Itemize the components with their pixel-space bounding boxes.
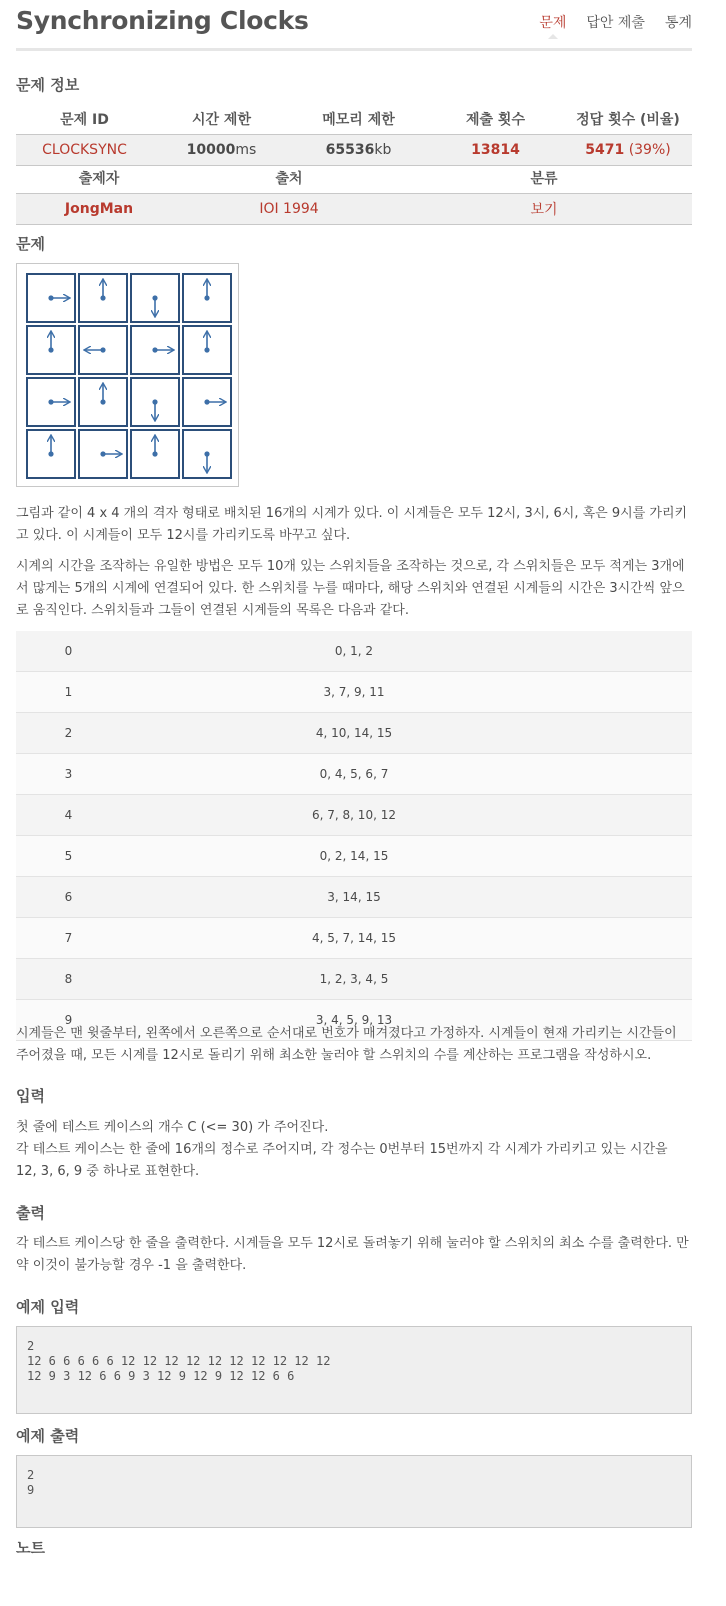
switch-id: 9 (16, 1000, 121, 1041)
switch-clocks: 0, 2, 14, 15 (121, 836, 692, 877)
clock-center-dot (152, 399, 157, 404)
info-table-1 (16, 104, 692, 166)
clock-center-dot (48, 347, 53, 352)
info-heading: 문제 정보 (16, 76, 80, 94)
clock-cell (131, 430, 179, 478)
clock-cell (183, 274, 231, 322)
col-memory-limit: 메모리 제한 (290, 104, 427, 135)
switch-id: 5 (16, 836, 121, 877)
clock-cell (27, 274, 75, 322)
clock-center-dot (204, 399, 209, 404)
switch-id: 8 (16, 959, 121, 1000)
switch-row (16, 713, 692, 754)
clock-center-dot (100, 295, 105, 300)
page-title: Synchronizing Clocks (16, 6, 309, 35)
clock-cell (27, 430, 75, 478)
switch-row (16, 631, 692, 672)
sample-input-box[interactable]: 2 12 6 6 6 6 6 12 12 12 12 12 12 12 12 12 12 12 9 3 12 6 6 9 3 12 9 12 9 12 12 6 6 (16, 1326, 692, 1414)
clock-center-dot (48, 295, 53, 300)
col-source: 출처 (182, 163, 396, 194)
switch-clocks: 4, 5, 7, 14, 15 (121, 918, 692, 959)
switch-clocks: 4, 10, 14, 15 (121, 713, 692, 754)
switch-id: 3 (16, 754, 121, 795)
switch-clocks: 3, 14, 15 (121, 877, 692, 918)
switch-id: 2 (16, 713, 121, 754)
clock-cell (183, 430, 231, 478)
clock-center-dot (152, 295, 157, 300)
source-value: IOI 1994 (182, 194, 396, 225)
clock-center-dot (48, 451, 53, 456)
clock-cell (131, 326, 179, 374)
time-limit-value: 10000ms (153, 135, 290, 166)
clock-center-dot (48, 399, 53, 404)
clock-center-dot (204, 347, 209, 352)
switch-id: 0 (16, 631, 121, 672)
output-heading: 출력 (16, 1204, 45, 1222)
tab-problem[interactable]: 문제 (539, 12, 566, 32)
problem-paragraph-3: 시계들은 맨 윗줄부터, 왼쪽에서 오른쪽으로 순서대로 번호가 매겨졌다고 가정하자. 시계들이 현재 가리키는 시간들이 주어졌을 때, 모든 시계를 12시로 돌리기 위해 최소한 눌러야 할 스위치의 수를 계산하는 프로그램을 작성하시오. (16, 1026, 677, 1063)
switch-row (16, 836, 692, 877)
clock-center-dot (100, 399, 105, 404)
clock-cell (79, 326, 127, 374)
accepted-value: 5471 (39%) (564, 135, 692, 166)
clock-cell (79, 274, 127, 322)
col-problem-id: 문제 ID (16, 104, 153, 135)
switch-id: 6 (16, 877, 121, 918)
clock-cell (183, 378, 231, 426)
switch-id: 7 (16, 918, 121, 959)
input-heading: 입력 (16, 1087, 45, 1105)
clock-cell (183, 326, 231, 374)
col-category: 분류 (396, 163, 692, 194)
switch-clocks: 1, 2, 3, 4, 5 (121, 959, 692, 1000)
clock-center-dot (204, 295, 209, 300)
switch-id: 4 (16, 795, 121, 836)
clock-center-dot (100, 451, 105, 456)
clock-center-dot (100, 347, 105, 352)
switch-row (16, 959, 692, 1000)
switch-id: 1 (16, 672, 121, 713)
clock-cell (131, 378, 179, 426)
switch-row (16, 672, 692, 713)
switch-clocks: 0, 1, 2 (121, 631, 692, 672)
author-link[interactable]: JongMan (16, 194, 182, 225)
tab-bar (539, 12, 692, 32)
switch-row (16, 795, 692, 836)
clock-center-dot (152, 347, 157, 352)
col-time-limit: 시간 제한 (153, 104, 290, 135)
input-description (16, 1117, 692, 1183)
switch-row (16, 877, 692, 918)
tab-stats[interactable]: 통계 (664, 15, 692, 31)
clock-center-dot (152, 451, 157, 456)
tab-submit[interactable]: 답안 제출 (586, 15, 645, 31)
clock-cell (27, 326, 75, 374)
sample-input-heading: 예제 입력 (16, 1298, 80, 1316)
clock-cell (79, 430, 127, 478)
clock-cell (27, 378, 75, 426)
switch-clocks: 3, 7, 9, 11 (121, 672, 692, 713)
clock-grid-figure (16, 263, 239, 487)
input-line-1: 첫 줄에 테스트 케이스의 개수 C (<= 30) 가 주어진다. (16, 1120, 329, 1135)
clock-center-dot (204, 451, 209, 456)
sample-output-box[interactable]: 2 9 (16, 1455, 692, 1528)
problem-paragraph-2: 시계의 시간을 조작하는 유일한 방법은 모두 10개 있는 스위치들을 조작하는 것으로, 각 스위치들은 모두 적게는 3개에서 많게는 5개의 시계에 연결되어 있다. 한 스위치를 누를 때마다, 해당 스위치와 연결된 시계들의 시간은 3시간씩 앞으로 움직인다. 스위치들과 그들이 연결된 시계들의 목록은 다음과 같다. (16, 559, 685, 618)
notes-heading: 노트 (16, 1539, 45, 1557)
switch-clocks: 0, 4, 5, 6, 7 (121, 754, 692, 795)
switch-clocks: 3, 4, 5, 9, 13 (121, 1000, 692, 1041)
category-toggle[interactable]: 보기 (396, 194, 692, 225)
switch-row (16, 918, 692, 959)
clock-cell (131, 274, 179, 322)
info-table-2 (16, 163, 692, 225)
clock-cell (79, 378, 127, 426)
input-line-2: 각 테스트 케이스는 한 줄에 16개의 정수로 주어지며, 각 정수는 0번부터 15번까지 각 시계가 가리키고 있는 시간을 12, 3, 6, 9 중 하나로 표현한다. (16, 1142, 668, 1179)
switch-table (16, 631, 692, 1041)
problem-paragraph-1: 그림과 같이 4 x 4 개의 격자 형태로 배치된 16개의 시계가 있다. 이 시계들은 모두 12시, 3시, 6시, 혹은 9시를 가리키고 있다. 이 시계들이 모두 12시를 가리키도록 바꾸고 싶다. (16, 506, 688, 543)
memory-limit-value: 65536kb (290, 135, 427, 166)
switch-clocks: 6, 7, 8, 10, 12 (121, 795, 692, 836)
col-author: 출제자 (16, 163, 182, 194)
submissions-value[interactable]: 13814 (427, 135, 564, 166)
header (16, 0, 692, 51)
clock-grid-svg (17, 264, 238, 486)
problem-id-value: CLOCKSYNC (16, 135, 153, 166)
col-accepted: 정답 횟수 (비율) (564, 104, 692, 135)
output-description: 각 테스트 케이스당 한 줄을 출력한다. 시계들을 모두 12시로 돌려놓기 위해 눌러야 할 스위치의 최소 수를 출력한다. 만약 이것이 불가능할 경우 -1 을 출력한다. (16, 1236, 689, 1273)
sample-output-heading: 예제 출력 (16, 1427, 80, 1445)
col-submissions: 제출 횟수 (427, 104, 564, 135)
problem-heading: 문제 (16, 235, 45, 253)
switch-row (16, 754, 692, 795)
